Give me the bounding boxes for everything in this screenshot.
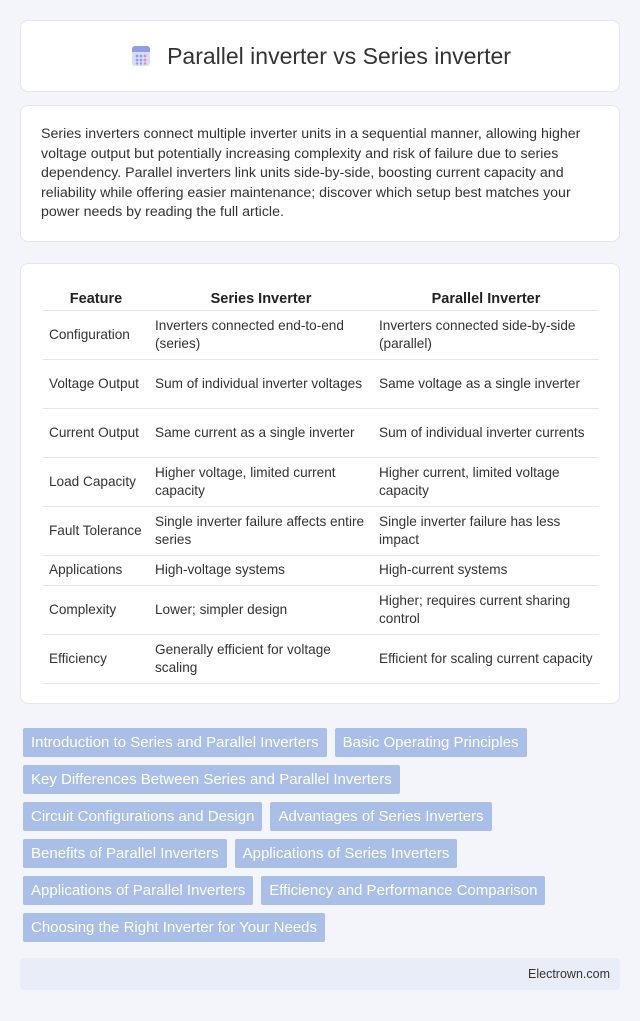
table-cell-parallel: High-current systems bbox=[373, 555, 599, 585]
topic-link-principles[interactable]: Basic Operating Principles bbox=[335, 728, 527, 757]
table-row bbox=[43, 408, 599, 457]
table-row bbox=[43, 634, 599, 683]
table-cell-series: Sum of individual inverter voltages bbox=[149, 359, 373, 408]
table-header-row bbox=[43, 284, 599, 310]
page-header bbox=[20, 20, 620, 92]
related-topics bbox=[23, 728, 617, 942]
table-cell-parallel: Sum of individual inverter currents bbox=[373, 408, 599, 457]
table-cell-series: Same current as a single inverter bbox=[149, 408, 373, 457]
column-header-feature: Feature bbox=[43, 284, 149, 310]
column-header-parallel: Parallel Inverter bbox=[373, 284, 599, 310]
calculator-icon bbox=[129, 44, 153, 68]
topic-link-choosing[interactable]: Choosing the Right Inverter for Your Needs bbox=[23, 913, 325, 942]
table-cell-feature: Complexity bbox=[43, 585, 149, 634]
comparison-table-card bbox=[20, 263, 620, 704]
intro-text: Series inverters connect multiple inverter units in a sequential manner, allowing higher voltage output but potentially increasing complexity and risk of failure due to series dependency. Parallel inverters link units side-by-side, boosting current capacity and reliability while offering easier maintenance; discover which setup best matches your power needs by reading the full article. bbox=[41, 126, 581, 220]
table-cell-parallel: Single inverter failure has less impact bbox=[373, 506, 599, 555]
table-row bbox=[43, 506, 599, 555]
table-cell-parallel: Higher; requires current sharing control bbox=[373, 585, 599, 634]
table-cell-feature: Fault Tolerance bbox=[43, 506, 149, 555]
topic-link-parallel-benefits[interactable]: Benefits of Parallel Inverters bbox=[23, 839, 227, 868]
comparison-table bbox=[43, 284, 599, 684]
table-cell-feature: Configuration bbox=[43, 310, 149, 359]
table-cell-series: Generally efficient for voltage scaling bbox=[149, 634, 373, 683]
table-row bbox=[43, 457, 599, 506]
topic-link-efficiency[interactable]: Efficiency and Performance Comparison bbox=[261, 876, 545, 905]
table-cell-feature: Efficiency bbox=[43, 634, 149, 683]
table-cell-series: Higher voltage, limited current capacity bbox=[149, 457, 373, 506]
topic-link-series-advantages[interactable]: Advantages of Series Inverters bbox=[270, 802, 491, 831]
table-cell-parallel: Same voltage as a single inverter bbox=[373, 359, 599, 408]
topic-link-intro[interactable]: Introduction to Series and Parallel Inverters bbox=[23, 728, 327, 757]
topic-link-differences[interactable]: Key Differences Between Series and Parallel Inverters bbox=[23, 765, 400, 794]
page-title: Parallel inverter vs Series inverter bbox=[167, 42, 511, 69]
table-cell-parallel: Inverters connected side-by-side (parallel) bbox=[373, 310, 599, 359]
table-cell-feature: Current Output bbox=[43, 408, 149, 457]
topic-link-series-applications[interactable]: Applications of Series Inverters bbox=[235, 839, 458, 868]
table-row bbox=[43, 585, 599, 634]
table-cell-series: Single inverter failure affects entire series bbox=[149, 506, 373, 555]
topic-link-circuit[interactable]: Circuit Configurations and Design bbox=[23, 802, 262, 831]
table-row bbox=[43, 555, 599, 585]
table-cell-feature: Voltage Output bbox=[43, 359, 149, 408]
table-cell-series: High-voltage systems bbox=[149, 555, 373, 585]
footer bbox=[20, 958, 620, 990]
topic-link-parallel-applications[interactable]: Applications of Parallel Inverters bbox=[23, 876, 253, 905]
column-header-series: Series Inverter bbox=[149, 284, 373, 310]
table-cell-series: Lower; simpler design bbox=[149, 585, 373, 634]
table-row bbox=[43, 310, 599, 359]
table-cell-feature: Load Capacity bbox=[43, 457, 149, 506]
table-cell-feature: Applications bbox=[43, 555, 149, 585]
footer-site-link[interactable]: Electrown.com bbox=[528, 967, 610, 981]
table-cell-parallel: Efficient for scaling current capacity bbox=[373, 634, 599, 683]
table-cell-series: Inverters connected end-to-end (series) bbox=[149, 310, 373, 359]
intro-card bbox=[20, 105, 620, 242]
table-cell-parallel: Higher current, limited voltage capacity bbox=[373, 457, 599, 506]
table-row bbox=[43, 359, 599, 408]
